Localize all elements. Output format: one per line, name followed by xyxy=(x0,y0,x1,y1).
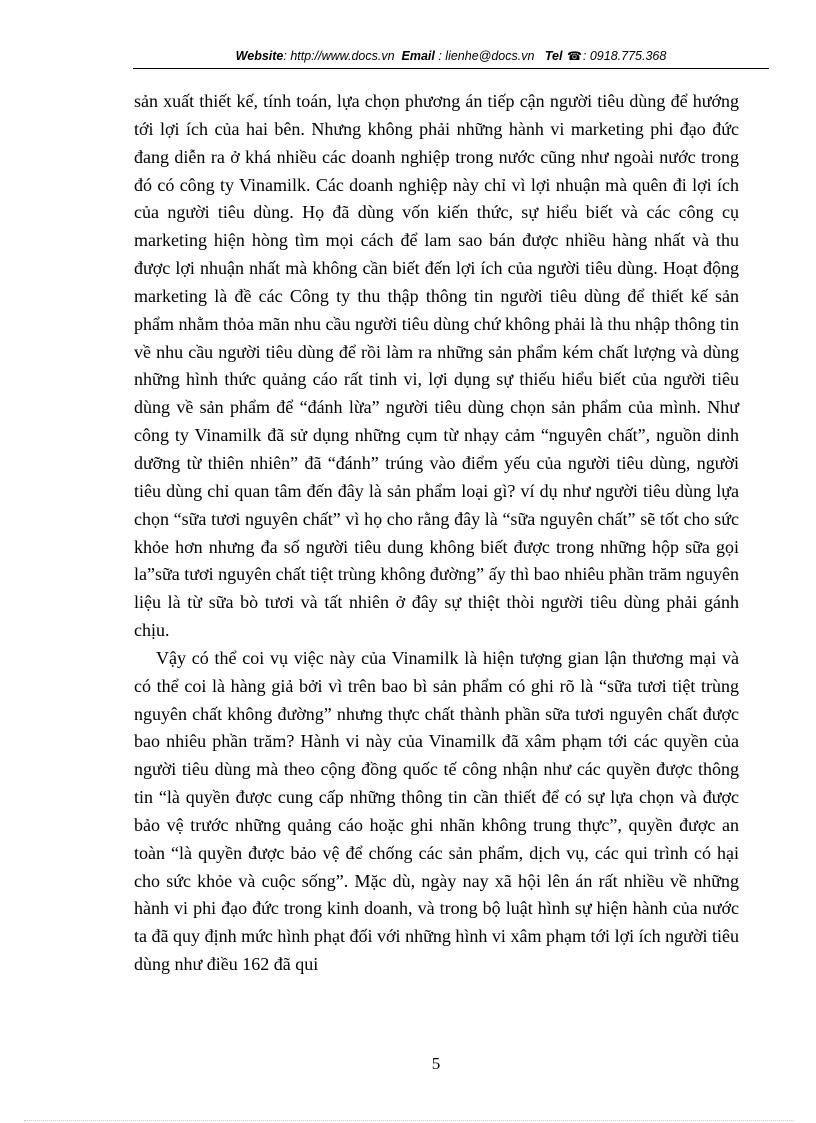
header-divider xyxy=(133,68,769,69)
tel-label: Tel xyxy=(544,49,563,63)
email-label: Email xyxy=(401,49,435,63)
page-header xyxy=(133,47,769,67)
paragraph-1: sản xuất thiết kế, tính toán, lựa chọn phương án tiếp cận người tiêu dùng để hướng tới lợi ích của hai bên. Nhưng không phải những hành vi marketing phi đạo đức đang diễn ra ở khá nhiều các doanh nghiệp trong nước cũng như ngoài nước trong đó có công ty Vinamilk. Các doanh nghiệp này chỉ vì lợi nhuận mà quên đi lợi ích của người tiêu dùng. Họ đã dùng vốn kiến thức, sự hiểu biết và các công cụ marketing hiện hòng tìm mọi cách để lam sao bán được nhiều hàng nhất và thu được lợi nhuận nhất mà không cần biết đến lợi ích của người tiêu dùng. Hoạt động marketing là đề các Công ty thu thập thông tin người tiêu dùng để thiết kế sản phẩm nhằm thỏa mãn nhu cầu người tiêu dùng chứ không phải là thu nhập thông tin về nhu cầu người tiêu dùng để rồi làm ra những sản phẩm kém chất lượng và dùng những hình thức quảng cáo rất tinh vi, lợi dụng sự thiếu hiểu biết của người tiêu dùng về sản phẩm để “đánh lừa” người tiêu dùng chọn sản phẩm của mình. Như công ty Vinamilk đã sử dụng những cụm từ nhạy cảm “nguyên chất”, nguồn dinh dưỡng từ thiên nhiên” đã “đánh” trúng vào điểm yếu của người tiêu dùng, người tiêu dùng chỉ quan tâm đến đây là sản phẩm loại gì? ví dụ như người tiêu dùng lựa chọn “sữa tươi nguyên chất” vì họ cho rằng đây là “sữa nguyên chất” sẽ tốt cho sức khỏe hơn nhưng đa số người tiêu dung không biết được trong những hộp sữa gọi la”sữa tươi nguyên chất tiệt trùng không đường” ấy thì bao nhiêu phần trăm nguyên liệu là từ sữa bò tươi và tất nhiên ở đây sự thiệt thòi người tiêu dùng phải gánh chịu. xyxy=(134,91,739,641)
website-label: Website xyxy=(235,49,284,63)
document-body xyxy=(134,88,739,979)
tel-number: : 0918.775.368 xyxy=(582,49,667,63)
page-number: 5 xyxy=(431,1054,441,1073)
footer-divider xyxy=(24,1120,794,1121)
website-url[interactable]: : http://www.docs.vn xyxy=(283,49,395,63)
phone-icon: ☎ xyxy=(566,49,582,63)
email-address[interactable]: : lienhe@docs.vn xyxy=(438,49,535,63)
paragraph-2: Vậy có thể coi vụ việc này của Vinamilk là hiện tượng gian lận thương mại và có thể coi là hàng giả bởi vì trên bao bì sản phẩm có ghi rõ là “sữa tươi tiệt trùng nguyên chất không đường” nhưng thực chất thành phần sữa tươi nguyên chất được bao nhiêu phần trăm? Hành vi này của Vinamilk đã xâm phạm tới các quyền của người tiêu dùng mà theo cộng đồng quốc tế công nhận như các quyền được thông tin “là quyền được cung cấp những thông tin cần thiết để có sự lựa chọn và được bảo vệ trước những quảng cáo hoặc ghi nhãn không trung thực”, quyền được an toàn “là quyền được bảo vệ để chống các sản phẩm, dịch vụ, các qui trình có hại cho sức khỏe và cuộc sống”. Mặc dù, ngày nay xã hội lên án rất nhiều về những hành vi phi đạo đức trong kinh doanh, và trong bộ luật hình sự hiện hành của nước ta đã quy định mức hình phạt đối với những hình vi xâm phạm tới lợi ích người tiêu dùng như điều 162 đã qui xyxy=(134,647,739,975)
